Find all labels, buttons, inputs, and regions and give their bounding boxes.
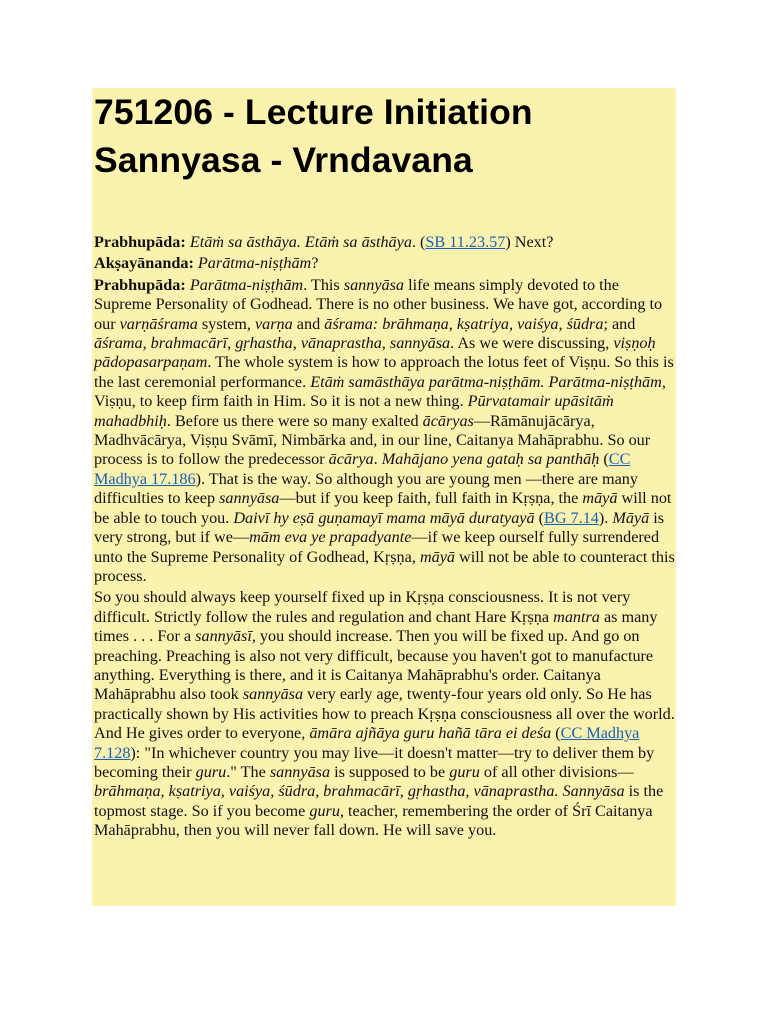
sanskrit-term: āśrama: brāhmaṇa, kṣatriya, vaiśya, śūdra xyxy=(324,314,604,333)
text-run: . As we were discussing, xyxy=(450,334,614,353)
text-run: ): "In whichever country you may live—it doesn't matter—try to deliver them by becoming their xyxy=(94,743,655,781)
speaker-label: Prabhupāda: xyxy=(94,233,186,251)
sanskrit-term: guru xyxy=(449,762,480,781)
sanskrit-term: sannyāsa xyxy=(343,275,405,294)
speaker-label: Prabhupāda: xyxy=(94,275,186,294)
text-run: —if we keep ourself fully surrendered unto the Supreme Personality of Godhead, Kṛṣṇa, xyxy=(94,528,660,566)
text-run: ). That is the way. So although you are young men —there are many difficulties to keep xyxy=(94,469,638,508)
text-run: is supposed to be xyxy=(330,762,450,781)
text-run: . xyxy=(373,450,382,469)
dialogue-line-prabhupada xyxy=(94,233,676,252)
text-run: . This xyxy=(303,275,344,294)
sanskrit-term: Etāṁ sa āsthāya. Etāṁ sa āsthāya xyxy=(189,233,412,251)
scripture-reference-link[interactable]: CC Madhya 7.128 xyxy=(94,724,640,762)
sanskrit-term: Mahājano yena gataḥ sa panthāḥ xyxy=(381,450,600,469)
dialogue-paragraph-continuation xyxy=(94,588,676,840)
text-run: ( xyxy=(599,450,609,469)
sanskrit-term: mantra xyxy=(553,607,600,626)
sanskrit-term: ācārya xyxy=(328,450,374,469)
sanskrit-term: sannyāsī xyxy=(195,627,252,646)
text-run: , Viṣṇu, to keep firm faith in Him. So it is not a new thing. xyxy=(94,372,666,411)
text-run: is the topmost stage. So if you become xyxy=(94,782,664,820)
text-run: ). xyxy=(598,508,613,527)
sanskrit-term: sannyāsa xyxy=(242,685,304,704)
sanskrit-term: āśrama, brahmacārī, gṛhastha xyxy=(94,334,293,353)
transcript-body xyxy=(94,233,676,843)
sanskrit-term: guru xyxy=(309,801,340,820)
dialogue-line-aksayananda xyxy=(94,254,676,273)
text-run: as many times . . . For a xyxy=(94,607,658,646)
text-run: —but if you keep faith, full faith in Kṛṣṇa, the xyxy=(279,489,583,508)
scripture-reference-link[interactable]: SB 11.23.57 xyxy=(425,233,506,251)
text-run: , xyxy=(292,334,301,353)
sanskrit-term: ācāryas xyxy=(422,411,474,430)
text-run: , you should increase. Then you will be fixed up. And go on preaching. Preaching is also not very difficult, because you haven't got to manufacture anything. Everything is there, and it is Caitanya Mahāprabhu's order. Caitanya Mahāprabhu also took xyxy=(94,627,654,704)
text-run: will not be able to touch you. xyxy=(94,489,672,527)
scripture-reference-link[interactable]: BG 7.14 xyxy=(544,508,599,527)
sanskrit-term: varṇa xyxy=(254,314,293,333)
text-run: of all other divisions— xyxy=(479,762,634,781)
text-run: . Before us there were so many exalted xyxy=(166,411,423,430)
sanskrit-term: mām eva ye prapadyante xyxy=(249,528,412,547)
text-run: is very strong, but if we— xyxy=(94,508,665,547)
text-run: system, xyxy=(197,314,255,333)
dialogue-paragraph-main xyxy=(94,276,676,587)
sanskrit-term: Parātma-niṣṭhām xyxy=(189,275,304,294)
text-run: —Rāmānujācārya, Madhvācārya, Viṣṇu Svāmī, Nimbārka and, in our line, Caitanya Mahāprabhu. So our process is to follow the predecessor xyxy=(94,411,651,469)
sanskrit-term: brāhmaṇa, kṣatriya, vaiśya, śūdra, brahmacārī, gṛhastha, vānaprastha. Sannyāsa xyxy=(94,782,625,801)
sanskrit-term: māyā xyxy=(582,489,618,508)
sanskrit-term: āmāra ajñāya guru hañā tāra ei deśa xyxy=(309,724,552,743)
sanskrit-term: māyā xyxy=(419,547,455,566)
text-run: ) Next? xyxy=(505,233,554,251)
sanskrit-term: Etāṁ samāsthāya parātma-niṣṭhām. Parātma-niṣṭhām xyxy=(310,372,662,391)
text-run: life means simply devoted to the Supreme Personality of Godhead. There is no other business. We have got, according to our xyxy=(94,275,663,333)
text-run: ; and xyxy=(603,314,636,333)
page-title: 751206 - Lecture Initiation Sannyasa - Vrndavana xyxy=(94,92,533,180)
sanskrit-term: Māyā xyxy=(612,508,650,527)
sanskrit-term: guru xyxy=(195,762,227,781)
text-run: . ( xyxy=(411,233,426,251)
sanskrit-term: Pūrvatamair upāsitāṁ mahadbhiḥ xyxy=(94,392,614,430)
sanskrit-term: viṣṇoḥ pādopasarpaṇam xyxy=(94,334,656,372)
text-run: and xyxy=(292,314,325,333)
text-run: ? xyxy=(311,254,319,273)
text-run: . The whole system is how to approach the lotus feet of Viṣṇu. So this is the last ceremonial performance. xyxy=(94,353,674,391)
sanskrit-term: sannyāsa xyxy=(219,489,280,508)
sanskrit-term: Daivī hy eṣā guṇamayī mama māyā duratyayā xyxy=(233,508,535,527)
sanskrit-term: vānaprastha, sannyāsa xyxy=(300,334,451,353)
text-run: , teacher, remembering the order of Śrī Caitanya Mahāprabhu, then you will never fall down. He will save you. xyxy=(94,801,653,840)
speaker-label: Akṣayānanda: xyxy=(94,254,194,273)
sanskrit-term: sannyāsa xyxy=(269,762,331,781)
article-panel xyxy=(92,88,676,906)
sanskrit-term: Parātma-niṣṭhām xyxy=(197,254,312,273)
sanskrit-term: varṇāśrama xyxy=(119,314,198,333)
text-run: So you should always keep yourself fixed up in Kṛṣṇa consciousness. It is not very difficult. Strictly follow the rules and regulation and chant Hare Kṛṣṇa xyxy=(94,588,631,626)
text-run: will not be able to counteract this process. xyxy=(94,547,675,585)
text-run: ." The xyxy=(226,762,270,781)
text-run: ( xyxy=(534,508,545,527)
text-run: ( xyxy=(551,724,561,743)
scripture-reference-link[interactable]: CC Madhya 17.186 xyxy=(94,450,631,488)
text-run: very early age, twenty-four years old only. So He has practically shown by His activities how to preach Kṛṣṇa consciousness all over the world. And He gives order to everyone, xyxy=(94,685,675,743)
